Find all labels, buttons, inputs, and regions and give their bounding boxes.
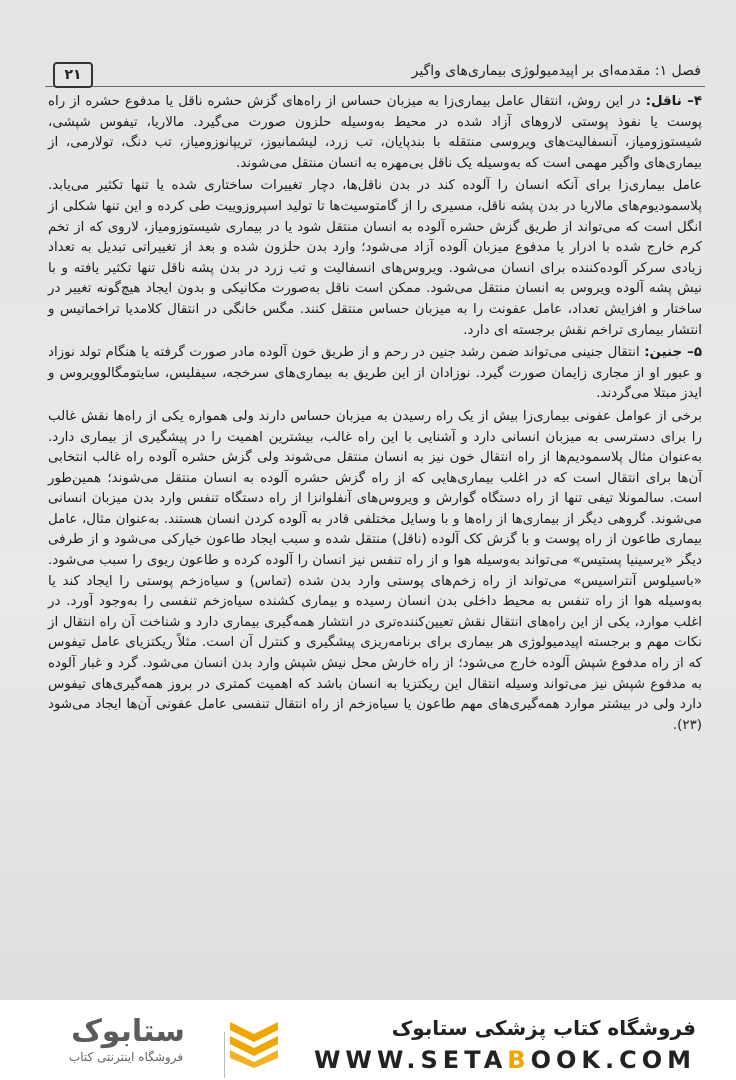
- item-4-title: ۴– ناقل:: [645, 94, 702, 109]
- url-suffix: OOK.COM: [530, 1046, 696, 1074]
- item-4-paragraph-2: عامل بیماری‌زا برای آنکه انسان را آلوده کند در بدن ناقل‌ها، دچار تغییرات ساختاری شده یا تنها تکثیر می‌یابد. پلاسمودیوم‌های مالاریا در بدن پشه ناقل، مسیری را از گامتوسیت‌ها تا تولید اسپروزوییت طی کرده و این تنها شکلی از انگل است که می‌تواند از طریق گزش حشره آلوده به انسان منتقل شود یا در بیماری شیستوزومیاز، لاروی که از تخم کرم خارج شده با ادرار یا مدفوع میزبان آلوده آزاد می‌شود؛ وارد بدن حلزون شده و بعد از تغییراتی تبدیل به تعداد زیادی سرکر آلوده‌کننده برای انسان می‌شود. ویروس‌های انسفالیت و تب زرد در بدن پشه ناقل تنها تکثیر یافته و با نیش پشه آلوده ویروس به انسان منتقل می‌شود. ممکن است ناقل به‌صورت مکانیکی و بدون ایجاد هیچ‌گونه تغییر در ساختار و افزایش تعداد، عامل عفونت را به میزبان حساس منتقل کنند. مگس خانگی در انتقال کلامدیا تراخماتیس و انتشار بیماری تراخم نقش برجسته ای دارد.: [48, 178, 702, 338]
- store-name: فروشگاه کتاب پزشکی ستابوک: [391, 1016, 696, 1040]
- page-body: [48, 92, 702, 736]
- item-4-text: در این روش، انتقال عامل بیماری‌زا به میزبان حساس از راه‌های گزش حشره ناقل یا مدفوع حشره از راه پوست یا نفوذ پوستی لاروهای آزاد شده در محیط به‌وسیله حلزون صورت می‌گیرد. مالاریا، تیفوس شپشی، شیستوزومیاز، آنسفالیت‌های ویروسی منتقله با بندپایان، تب زرد، لیشمانیوز، تریپانوزومیاز، تب دنگ، تولارمی، از بیماری‌های واگیر مهمی است که به‌وسیله یک ناقل بی‌مهره به انسان منتقل می‌شوند.: [48, 94, 702, 171]
- store-footer: [0, 1000, 736, 1080]
- closing-paragraph: برخی از عوامل عفونی بیماری‌زا بیش از یک راه رسیدن به میزبان حساس دارند ولی همواره یکی از راه‌ها نقش غالب را برای دسترسی به میزبان انسانی دارد و آشنایی با این راه غالب، بیشترین اهمیت را در پیشگیری از بیماری دارد. به‌عنوان مثال پلاسمودیم‌ها از راه انتقال خون نیز به انسان منتقل می‌شوند ولی گزش حشره آلوده راه غالب انتخابی آن‌ها برای انتقال است که در اغلب بیماری‌هایی که از راه گزش حشره آلوده به انسان منتقل می‌شوند؛ همین‌طور است. سالمونلا تیفی تنها از راه دستگاه گوارش و ویروس‌های آنفلوانزا از راه دستگاه تنفس وارد بدن میزبان انسانی می‌شوند. گروهی دیگر از بیماری‌ها از راه‌ها و با وسایل مختلفی قادر به آلوده کردن انسان هستند. به‌عنوان مثال، عامل بیماری طاعون از راه پوست و با گزش کک آلوده (ناقل) منتقل شده و سبب ایجاد طاعون خیارکی می‌شود و از طرفی دیگر «یرسینیا پستیس» می‌تواند به‌وسیله هوا و از راه تنفس نیز انسان را آلوده کرده و طاعون ریوی را سبب می‌شود. «باسیلوس آنتراسیس» می‌تواند از راه زخم‌های پوستی وارد بدن شده (تماس) و سیاه‌زخم پوستی را ایجاد کند یا به‌وسیله هوا از راه تنفس به محیط داخلی بدن انسان رسیده و بیماری کشنده سیاه‌زخم تنفسی را به‌وجود آورد. در اغلب موارد، یکی از این راه‌های انتقال نقش تعیین‌کننده‌تری در انتشار همه‌گیری بیماری دارد و شناخت آن راه انتقال از نکات مهم و برجسته اپیدمیولوژی هر بیماری برای برنامه‌ریزی پیشگیری و کنترل آن است. مثلاً ریکتزیای عامل تیفوس که از راه مدفوع شپش آلوده خارج می‌شود؛ از راه خارش محل نیش شپش وارد بدن انسان می‌شود. گرد و غبار آلوده به مدفوع شپش نیز می‌تواند وسیله انتقال این ریکتزیا به انسان باشد که اهمیت کمتری در بروز همه‌گیری‌های تیفوس دارد ولی در بیشتر موارد همه‌گیری‌های مهم طاعون یا سیاه‌زخم از راه انتقال تنفسی عامل عفونی آن‌ها ایجاد می‌شود (۲۳).: [48, 408, 702, 733]
- chapter-title: فصل ۱: مقدمه‌ای بر اپیدمیولوژی بیماری‌های واگیر: [411, 63, 701, 79]
- item-5-title: ۵– جنین:: [644, 345, 702, 361]
- item-4-paragraph: [48, 92, 702, 174]
- item-5-text: انتقال جنینی می‌تواند ضمن رشد جنین در رحم و از طریق خون آلوده مادر صورت گرفته یا هنگام تولد نوزاد و عبور او از مجاری زایمان صورت گیرد. نوزادان از این طریق به بیماری‌های سرخجه، سیفلیس، سایتومگالوویروس و ایدز مبتلا می‌گردند.: [48, 345, 702, 402]
- logo-wordmark: ستابوک: [71, 1014, 185, 1049]
- page-header: [45, 60, 705, 87]
- store-url[interactable]: [314, 1046, 696, 1074]
- item-5-paragraph: [48, 343, 702, 405]
- chevron-stack-icon: [224, 1016, 284, 1068]
- store-logo: [28, 1014, 288, 1074]
- page-number: ۲۱: [53, 62, 93, 88]
- logo-tagline: فروشگاه اینترنتی کتاب: [68, 1050, 184, 1064]
- url-accent: B: [507, 1046, 531, 1074]
- url-prefix: WWW.SETA: [313, 1046, 508, 1074]
